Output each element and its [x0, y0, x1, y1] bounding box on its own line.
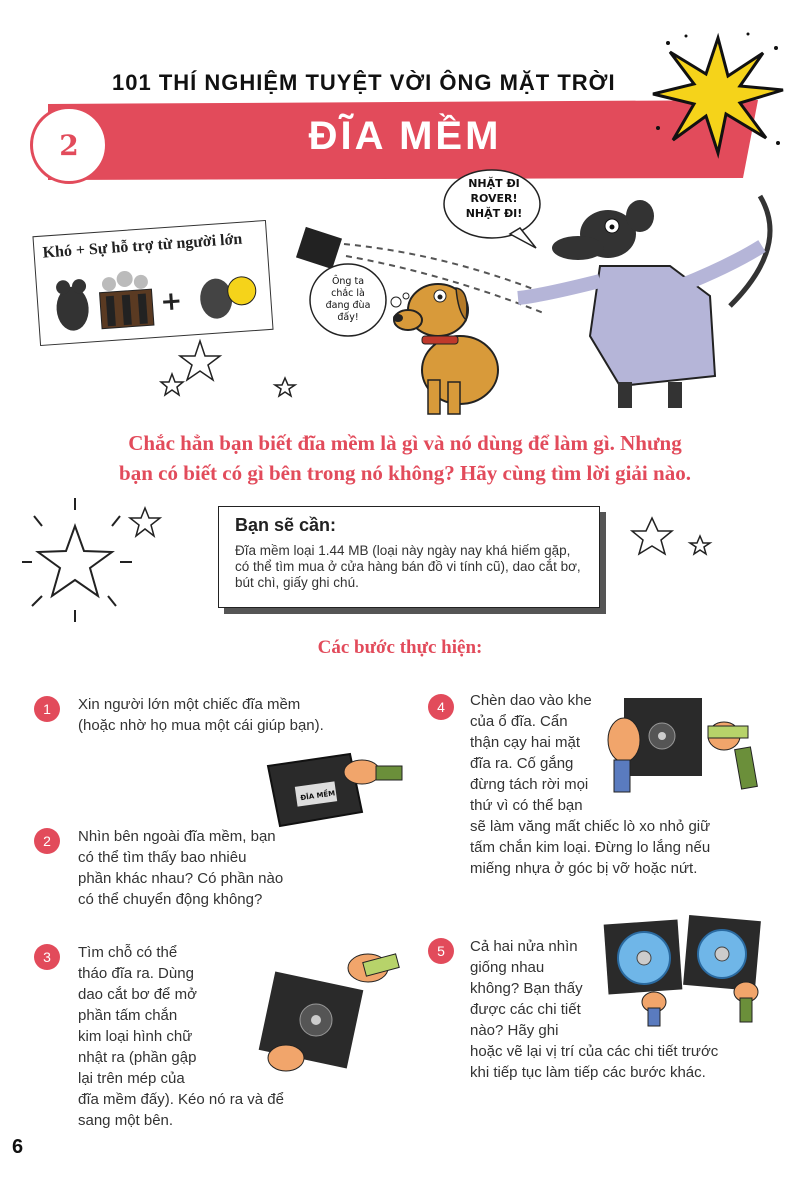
rat-speech-line: NHẶT ĐI — [468, 177, 520, 190]
dog-thought-line: Ông ta — [331, 276, 365, 287]
chapter-title: ĐĨA MỀM — [308, 114, 502, 158]
decorative-stars-right — [630, 514, 720, 564]
prying-floppy-illustration — [600, 690, 780, 802]
step-line: phần tấm chắn — [78, 1007, 178, 1024]
step-line: miếng nhựa ở góc bị vỡ hoặc nứt. — [470, 860, 698, 877]
decorative-stars — [160, 336, 300, 406]
step-line: giống nhau — [470, 959, 545, 976]
step-line: Xin người lớn một chiếc đĩa mềm — [78, 696, 301, 713]
step-number: 5 — [428, 938, 454, 964]
svg-text:+: + — [159, 286, 184, 318]
floppy-label: ĐĨA MỀM — [299, 789, 336, 803]
step-line: dao cắt bơ để mở — [78, 986, 197, 1003]
floppy-disk-hand-illustration — [258, 744, 408, 834]
step-line: tháo đĩa ra. Dùng — [78, 965, 194, 982]
step-line: sẽ làm văng mất chiếc lò xo nhỏ giữ — [470, 818, 711, 835]
step-line: đĩa ra. Cố gắng — [470, 755, 574, 772]
dog-thought-text — [314, 276, 382, 324]
rat-speech-line: ROVER! — [470, 192, 518, 205]
rat-speech-line: NHẶT ĐI! — [465, 207, 523, 220]
step-line: Tìm chỗ có thể — [78, 944, 178, 961]
page-number: 6 — [12, 1136, 24, 1158]
opening-floppy-illustration — [236, 940, 406, 1080]
step-line: thận cạy hai mặt — [470, 734, 581, 751]
step-line: có thể chuyển động không? — [78, 891, 263, 908]
step-line: nhật ra (phần gập — [78, 1049, 197, 1066]
step-line: nào? Hãy ghi — [470, 1022, 559, 1039]
step-line: khi tiếp tục làm tiếp các bước khác. — [470, 1064, 706, 1081]
materials-box — [218, 506, 600, 608]
step-line: Cả hai nửa nhìn — [470, 938, 578, 955]
dog-thought-line: đấy! — [337, 312, 359, 323]
dog-thought-line: chắc là — [331, 288, 365, 299]
step-number: 1 — [34, 696, 60, 722]
intro-line: bạn có biết có gì bên trong nó không? Hãy cùng tìm lời giải nào. — [119, 461, 691, 485]
step-line: phần khác nhau? Có phần nào — [78, 870, 284, 887]
materials-text: Đĩa mềm loại 1.44 MB (loại này ngày nay khá hiếm gặp, có thể tìm mua ở cửa hàng bán đồ vi tính cũ), dao cắt bơ, bút chì, giấy ghi chú. — [235, 543, 581, 590]
step-line: có thể tìm thấy bao nhiêu — [78, 849, 247, 866]
step-line: Chèn dao vào khe — [470, 692, 592, 709]
materials-title: Bạn sẽ cần: — [235, 515, 337, 535]
step-number: 4 — [428, 694, 454, 720]
steps-title: Các bước thực hiện: — [317, 637, 483, 658]
step-line: đừng tách rời mọi — [470, 776, 589, 793]
step-line: tấm chắn kim loại. Đừng lo lắng nếu — [470, 839, 711, 856]
difficulty-box — [32, 220, 273, 346]
dog-thought-line: đang đùa — [325, 300, 371, 311]
difficulty-illustration — [46, 256, 260, 336]
series-title: 101 THÍ NGHIỆM TUYỆT VỜI ÔNG MẶT TRỜI — [112, 70, 616, 95]
step-line: Nhìn bên ngoài đĩa mềm, bạn — [78, 828, 276, 845]
step-line: sang một bên. — [78, 1112, 174, 1129]
difficulty-label: Khó + Sự hỗ trợ từ người lớn — [42, 230, 243, 262]
step-line: kim loại hình chữ — [78, 1028, 193, 1045]
intro-line: Chắc hẳn bạn biết đĩa mềm là gì và nó dùng để làm gì. Nhưng — [128, 431, 682, 455]
step-line: lại trên mép của — [78, 1070, 185, 1087]
step-line: (hoặc nhờ họ mua một cái giúp bạn). — [78, 717, 324, 734]
disk-halves-illustration — [600, 912, 770, 1028]
step-line: hoặc vẽ lại vị trí của các chi tiết trước — [470, 1043, 719, 1060]
step-line: được các chi tiết — [470, 1001, 581, 1018]
step-line: không? Bạn thấy — [470, 980, 583, 997]
rat-speech-text — [452, 176, 536, 221]
step-1-text — [78, 694, 378, 736]
step-line: của ổ đĩa. Cẩn — [470, 713, 568, 730]
step-line: thứ vì có thể bạn — [470, 797, 583, 814]
explosion-graphic — [648, 28, 788, 158]
step-line: đĩa mềm đấy). Kéo nó ra và để — [78, 1091, 284, 1108]
starburst-decoration — [20, 496, 220, 626]
intro-text — [60, 428, 750, 488]
step-number: 2 — [34, 828, 60, 854]
step-number: 3 — [34, 944, 60, 970]
chapter-number: 2 — [30, 106, 108, 184]
step-2-text — [78, 826, 378, 910]
